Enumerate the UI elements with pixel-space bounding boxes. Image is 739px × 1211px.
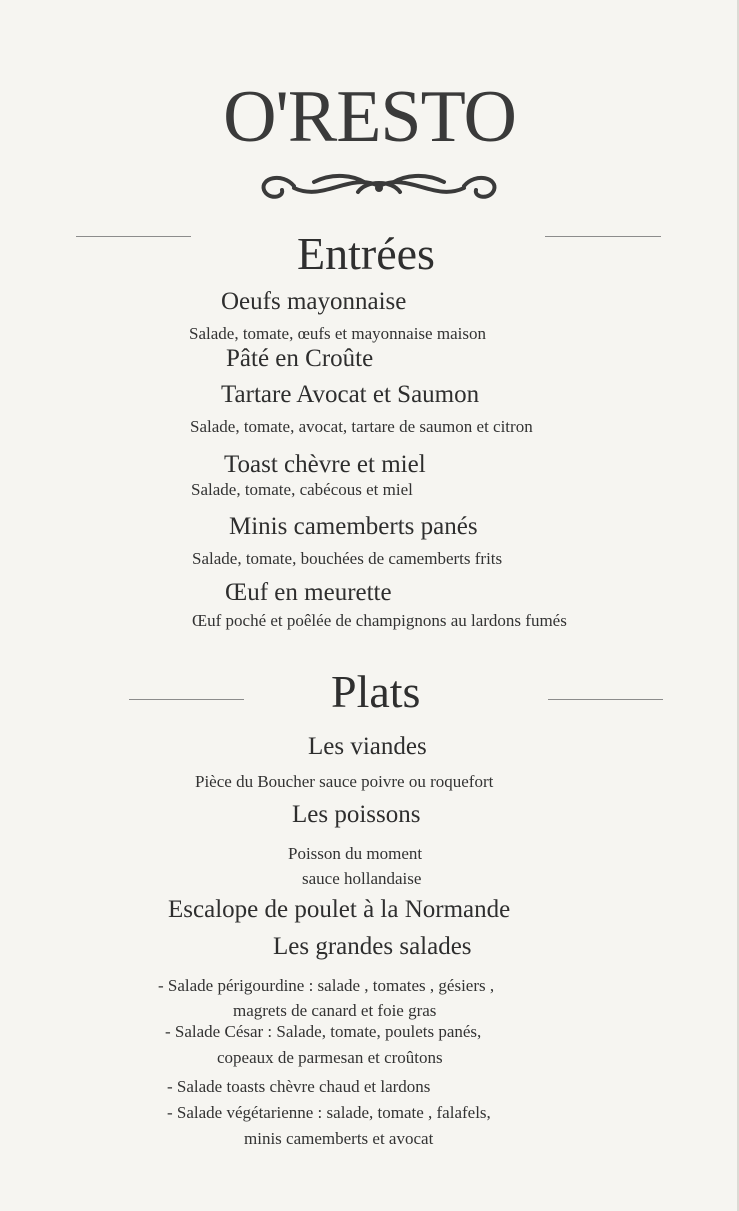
section-heading-entrees: Entrées: [297, 228, 435, 279]
flourish-ornament-icon: [254, 166, 504, 208]
section-heading-plats: Plats: [331, 666, 421, 717]
dish-description: Salade, tomate, œufs et mayonnaise maison: [189, 324, 486, 343]
dish-name: Escalope de poulet à la Normande: [168, 896, 511, 923]
salad-line: - Salade périgourdine : salade , tomates , gésiers ,: [158, 976, 495, 995]
dish-description: Poisson du moment: [288, 844, 423, 863]
salad-line: copeaux de parmesan et croûtons: [217, 1048, 443, 1067]
dish-description: Œuf poché et poêlée de champignons au lardons fumés: [192, 611, 567, 630]
category-title: Les grandes salades: [273, 933, 472, 960]
dish-description: sauce hollandaise: [302, 869, 422, 888]
divider-right: [548, 699, 663, 700]
dish-name: Minis camemberts panés: [229, 513, 478, 540]
salad-line: - Salade végétarienne : salade, tomate , falafels,: [167, 1103, 491, 1122]
salad-line: - Salade César : Salade, tomate, poulets panés,: [165, 1022, 482, 1041]
dish-description: Salade, tomate, avocat, tartare de saumon et citron: [190, 417, 533, 436]
divider-left: [129, 699, 244, 700]
dish-name: Pâté en Croûte: [226, 345, 374, 372]
dish-name: Toast chèvre et miel: [224, 451, 426, 478]
dish-description: Salade, tomate, cabécous et miel: [191, 480, 413, 499]
dish-description: Pièce du Boucher sauce poivre ou roquefort: [195, 772, 494, 791]
salad-line: - Salade toasts chèvre chaud et lardons: [167, 1077, 431, 1096]
salad-line: magrets de canard et foie gras: [233, 1001, 437, 1020]
dish-description: Salade, tomate, bouchées de camemberts frits: [192, 549, 503, 568]
dish-name: Tartare Avocat et Saumon: [221, 381, 480, 408]
divider-right: [545, 236, 661, 237]
dish-name: Œuf en meurette: [225, 579, 392, 606]
dish-name: Oeufs mayonnaise: [221, 288, 407, 315]
divider-left: [76, 236, 191, 237]
salad-line: minis camemberts et avocat: [244, 1129, 434, 1148]
category-title: Les viandes: [308, 733, 427, 760]
restaurant-name: O'RESTO: [223, 76, 516, 158]
category-title: Les poissons: [292, 801, 421, 828]
